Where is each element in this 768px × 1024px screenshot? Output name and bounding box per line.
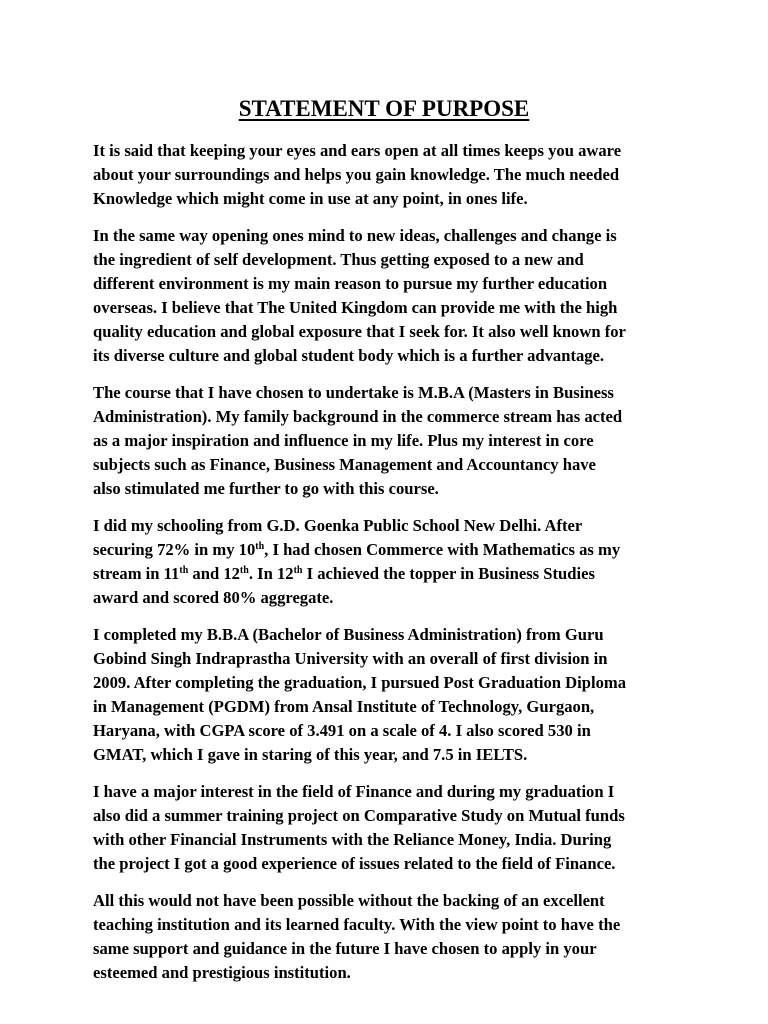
text-segment: Administration). My family background in the commerce stream has acted <box>93 406 623 426</box>
ordinal-suffix: th <box>179 565 189 576</box>
text-line <box>93 139 693 163</box>
text-segment: quality education and global exposure that I seek for. It also well known for <box>93 322 626 342</box>
text-segment: also did a summer training project on Comparative Study on Mutual funds <box>93 805 625 825</box>
text-segment: I did my schooling from G.D. Goenka Public School New Delhi. After <box>93 515 583 535</box>
text-line <box>93 538 693 562</box>
text-line <box>93 623 693 647</box>
text-segment: . In 12 <box>248 564 294 583</box>
text-segment: overseas. I believe that The United Kingdom can provide me with the high <box>93 298 618 318</box>
paragraph-3 <box>93 381 693 501</box>
text-line <box>93 586 693 610</box>
text-line <box>93 828 693 852</box>
text-segment: teaching institution and its learned faculty. With the view point to have the <box>93 914 621 934</box>
text-line <box>93 889 693 913</box>
text-segment: , I had chosen Commerce with Mathematics as my <box>264 539 621 559</box>
document-body <box>93 139 693 998</box>
text-line <box>93 719 693 743</box>
text-line <box>93 381 693 405</box>
text-line <box>93 514 693 538</box>
text-line <box>93 429 693 453</box>
text-line <box>93 344 693 368</box>
text-line <box>93 224 693 248</box>
text-segment: GMAT, which I gave in staring of this year, and 7.5 in IELTS. <box>93 745 528 765</box>
document-title: STATEMENT OF PURPOSE <box>238 96 530 121</box>
text-segment: I achieved the topper in Business Studies <box>302 564 595 583</box>
text-segment: All this would not have been possible without the backing of an excellent <box>93 890 605 910</box>
text-line <box>93 187 693 211</box>
text-segment: in Management (PGDM) from Ansal Institute of Technology, Gurgaon, <box>93 696 595 716</box>
text-segment: securing 72% in my 10 <box>93 539 256 559</box>
text-segment: different environment is my main reason to pursue my further education <box>93 273 608 293</box>
text-segment: same support and guidance in the future I have chosen to apply in your <box>93 938 597 958</box>
text-segment: In the same way opening ones mind to new ideas, challenges and change is <box>93 225 617 245</box>
text-segment: I have a major interest in the field of Finance and during my graduation I <box>93 781 615 801</box>
paragraph-6 <box>93 780 693 876</box>
text-segment: as a major inspiration and influence in my life. Plus my interest in core <box>93 431 594 451</box>
text-segment: 2009. After completing the graduation, I pursued Post Graduation Diploma <box>93 672 627 692</box>
text-line <box>93 804 693 828</box>
text-line <box>93 163 693 187</box>
text-line <box>93 647 693 671</box>
paragraph-2 <box>93 224 693 369</box>
text-segment: It is said that keeping your eyes and ears open at all times keeps you aware <box>93 141 622 160</box>
text-segment: The course that I have chosen to undertake is M.B.A (Masters in Business <box>93 382 614 402</box>
text-segment: its diverse culture and global student body which is a further advantage. <box>93 346 605 366</box>
text-line <box>93 272 693 296</box>
text-segment: also stimulated me further to go with this course. <box>93 479 439 499</box>
text-segment: about your surroundings and helps you gain knowledge. The much needed <box>93 165 620 185</box>
paragraph-4 <box>93 514 693 610</box>
text-line <box>93 248 693 272</box>
text-line <box>93 562 693 586</box>
text-segment: I completed my B.B.A (Bachelor of Business Administration) from Guru <box>93 624 604 644</box>
text-line <box>93 743 693 767</box>
text-segment: the project I got a good experience of issues related to the field of Finance. <box>93 854 616 874</box>
text-segment: subjects such as Finance, Business Management and Accountancy have <box>93 455 596 475</box>
text-line <box>93 961 693 985</box>
text-line <box>93 671 693 695</box>
text-line <box>93 296 693 320</box>
text-segment: Knowledge which might come in use at any point, in ones life. <box>93 189 528 209</box>
text-segment: Haryana, with CGPA score of 3.491 on a scale of 4. I also scored 530 in <box>93 721 591 741</box>
paragraph-1 <box>93 139 693 211</box>
text-segment: stream in 11 <box>93 564 180 583</box>
text-segment: and 12 <box>188 564 240 583</box>
paragraph-7 <box>93 889 693 985</box>
text-line <box>93 320 693 344</box>
text-segment: award and scored 80% aggregate. <box>93 588 334 608</box>
text-segment: with other Financial Instruments with the Reliance Money, India. During <box>93 829 612 849</box>
text-segment: Gobind Singh Indraprastha University with an overall of first division in <box>93 648 608 668</box>
text-segment: the ingredient of self development. Thus getting exposed to a new and <box>93 249 584 269</box>
text-line <box>93 405 693 429</box>
ordinal-suffix: th <box>255 540 265 552</box>
text-line <box>93 695 693 719</box>
text-segment: esteemed and prestigious institution. <box>93 962 351 982</box>
text-line <box>93 780 693 804</box>
ordinal-suffix: th <box>239 565 249 576</box>
ordinal-suffix: th <box>293 565 303 576</box>
text-line <box>93 477 693 501</box>
paragraph-5 <box>93 623 693 768</box>
text-line <box>93 913 693 937</box>
text-line <box>93 453 693 477</box>
text-line <box>93 937 693 961</box>
text-line <box>93 852 693 876</box>
